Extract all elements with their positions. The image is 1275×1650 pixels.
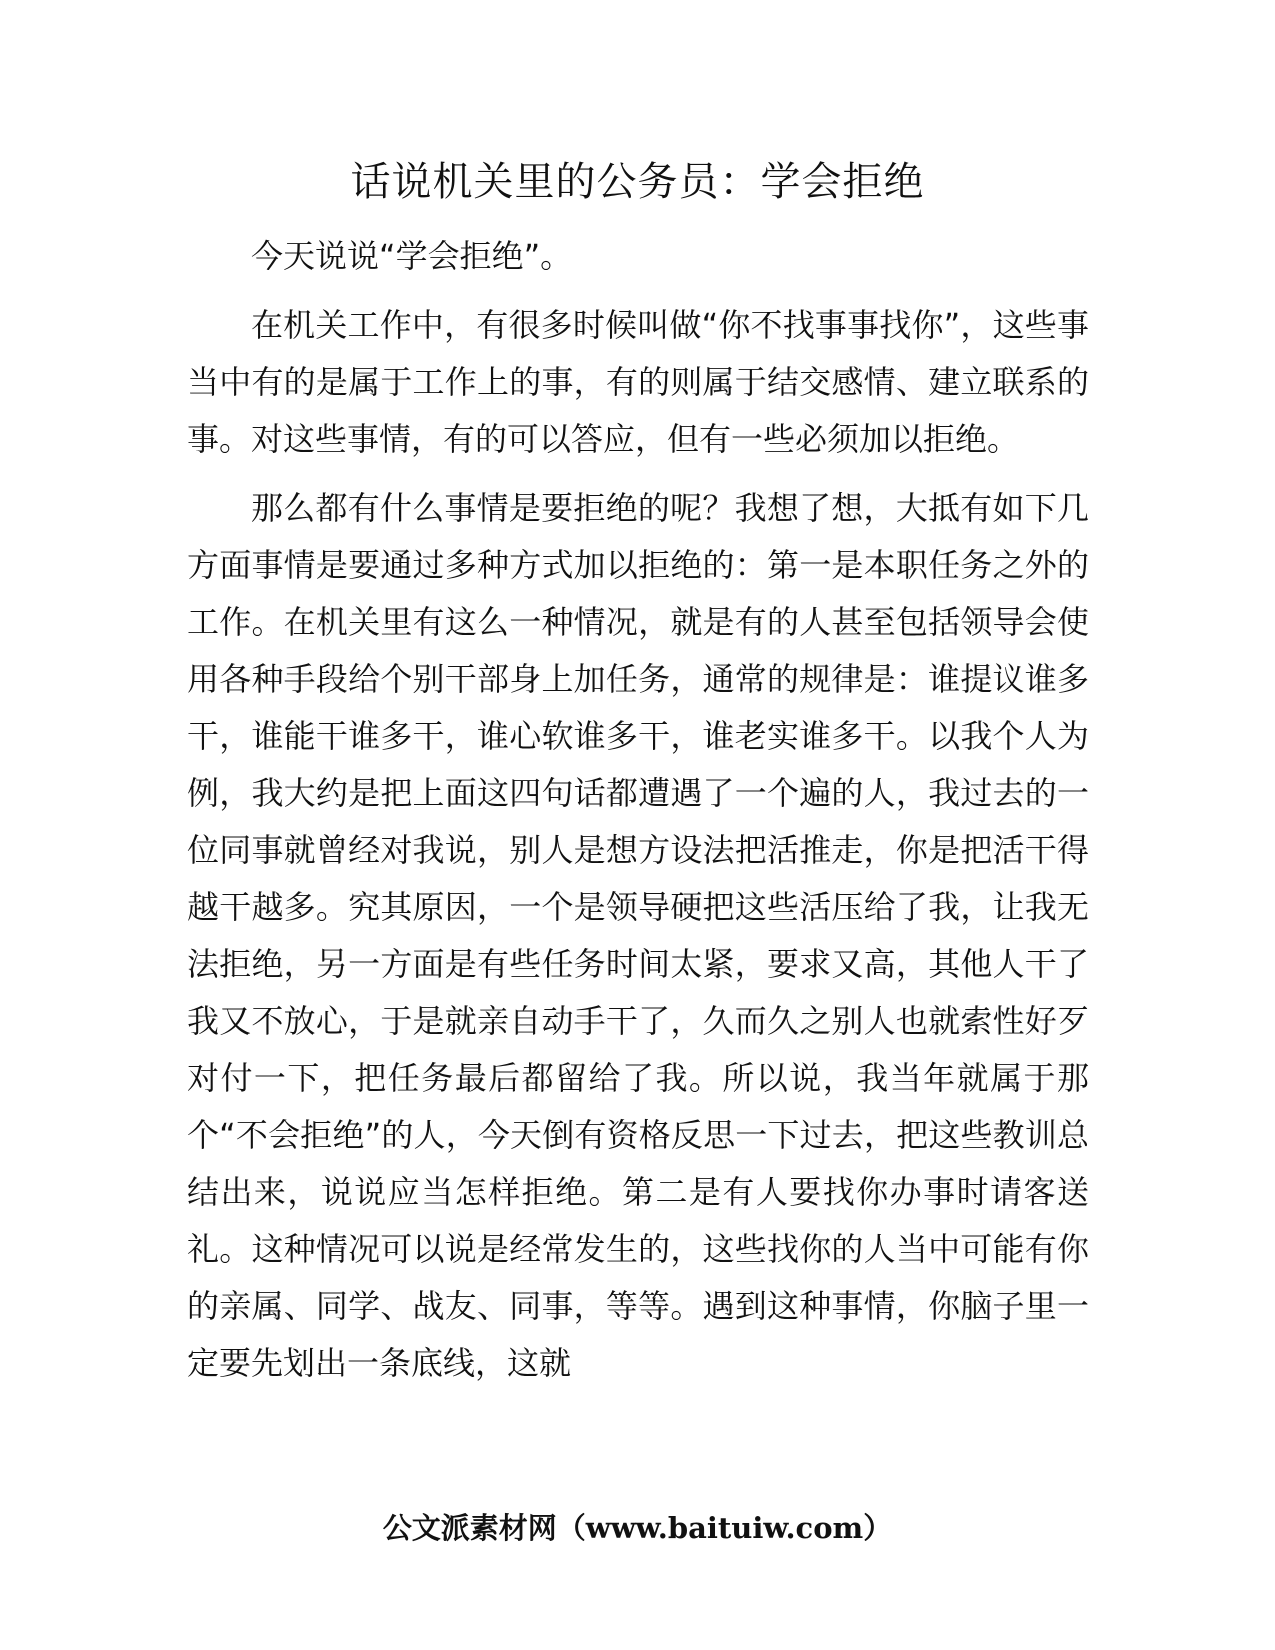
paragraph-2: 在机关工作中，有很多时候叫做“你不找事事找你”，这些事当中有的是属于工作上的事，有的则属于结交感情、建立联系的事。对这些事情，有的可以答应，但有一些必须加以拒绝。	[187, 306, 1089, 458]
document-title: 话说机关里的公务员：学会拒绝	[350, 159, 925, 205]
document-body	[187, 228, 1089, 1404]
paragraph-3: 那么都有什么事情是要拒绝的呢？我想了想，大抵有如下几方面事情是要通过多种方式加以拒绝的：第一是本职任务之外的工作。在机关里有这么一种情况，就是有的人甚至包括领导会使用各种手段给个别干部身上加任务，通常的规律是：谁提议谁多干，谁能干谁多干，谁心软谁多干，谁老实谁多干。以我个人为例，我大约是把上面这四句话都遭遇了一个遍的人，我过去的一位同事就曾经对我说，别人是想方设法把活推走，你是把活干得越干越多。究其原因，一个是领导硬把这些活压给了我，让我无法拒绝，另一方面是有些任务时间太紧，要求又高，其他人干了我又不放心，于是就亲自动手干了，久而久之别人也就索性好歹对付一下，把任务最后都留给了我。所以说，我当年就属于那个“不会拒绝”的人，今天倒有资格反思一下过去，把这些教训总结出来，说说应当怎样拒绝。第二是有人要找你办事时请客送礼。这种情况可以说是经常发生的，这些找你的人当中可能有你的亲属、同学、战友、同事，等等。遇到这种事情，你脑子里一定要先划出一条底线，这就	[187, 489, 1089, 1382]
paragraph-1: 今天说说“学会拒绝”。	[251, 237, 573, 275]
footer-source: 公文派素材网（www.baituiw.com）	[382, 1511, 893, 1545]
